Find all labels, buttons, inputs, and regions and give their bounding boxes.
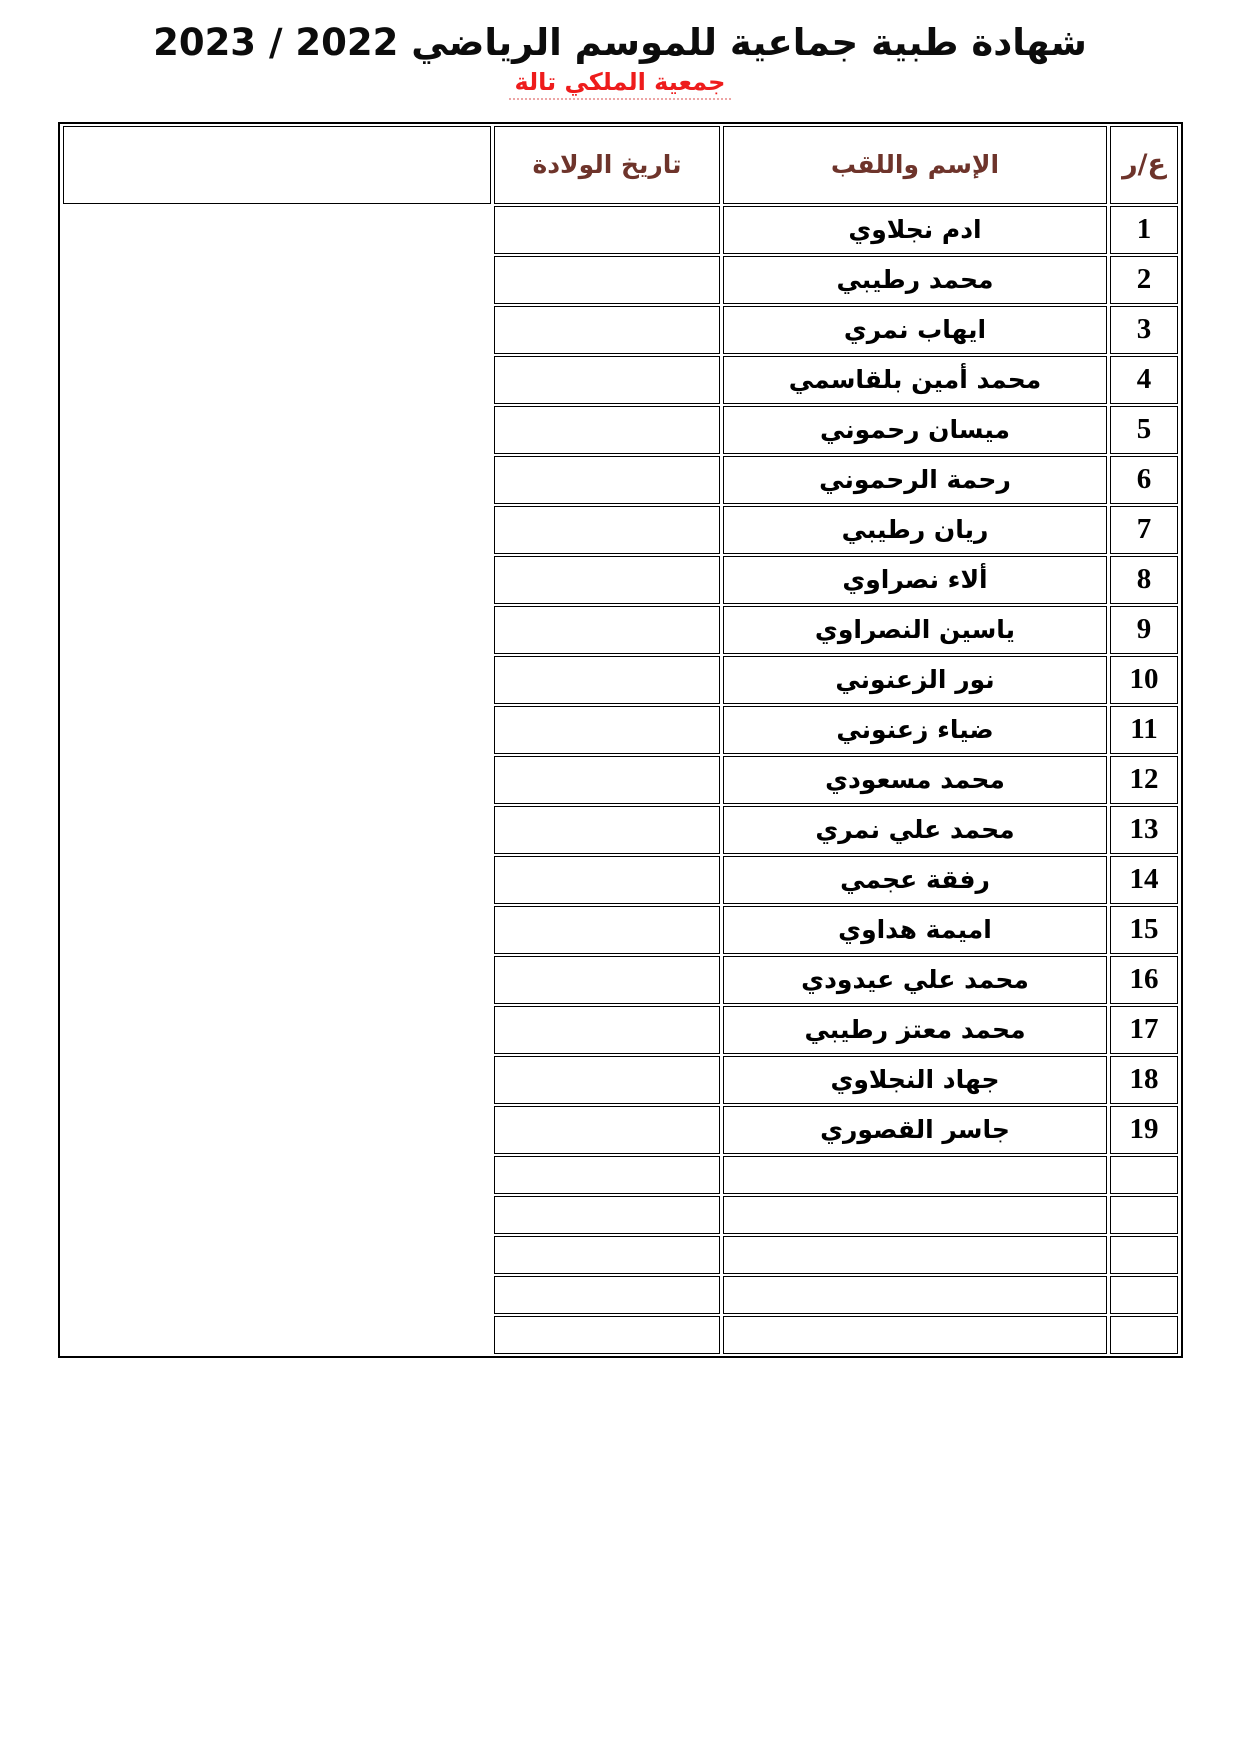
row-number-cell: [1110, 1196, 1178, 1234]
player-name-cell: محمد معتز رطيبي: [723, 1006, 1107, 1054]
birthdate-cell: [494, 1006, 720, 1054]
page-title: شهادة طبية جماعية للموسم الرياضي 2022 / 2023: [153, 21, 1087, 64]
player-row: [63, 656, 1178, 704]
row-number-cell: 8: [1110, 556, 1178, 604]
row-number-cell: 13: [1110, 806, 1178, 854]
birthdate-cell: [494, 1196, 720, 1234]
column-header-name: الإسم واللقب: [723, 126, 1107, 204]
player-row: [63, 1106, 1178, 1154]
row-number-cell: [1110, 1236, 1178, 1274]
row-number-cell: 17: [1110, 1006, 1178, 1054]
row-number-cell: 1: [1110, 206, 1178, 254]
player-row: [63, 406, 1178, 454]
player-row: [63, 206, 1178, 254]
row-number-cell: 3: [1110, 306, 1178, 354]
player-row: [63, 1006, 1178, 1054]
row-number-cell: 15: [1110, 906, 1178, 954]
row-number-cell: 11: [1110, 706, 1178, 754]
row-number-cell: 7: [1110, 506, 1178, 554]
row-number-cell: 5: [1110, 406, 1178, 454]
player-row: [63, 556, 1178, 604]
player-row: [63, 756, 1178, 804]
birthdate-cell: [494, 1156, 720, 1194]
player-row: [63, 256, 1178, 304]
birthdate-cell: [494, 656, 720, 704]
header-row: [63, 126, 1178, 204]
player-name-cell: محمد علي عيدودي: [723, 956, 1107, 1004]
player-name-cell: ادم نجلاوي: [723, 206, 1107, 254]
player-name-cell: محمد مسعودي: [723, 756, 1107, 804]
player-name-cell: ميسان رحموني: [723, 406, 1107, 454]
player-name-cell: محمد أمين بلقاسمي: [723, 356, 1107, 404]
player-name-cell: رفقة عجمي: [723, 856, 1107, 904]
empty-row: [63, 1156, 1178, 1194]
birthdate-cell: [494, 906, 720, 954]
row-number-cell: 4: [1110, 356, 1178, 404]
player-name-cell: جهاد النجلاوي: [723, 1056, 1107, 1104]
empty-row: [63, 1276, 1178, 1314]
player-name-cell: [723, 1316, 1107, 1354]
row-number-cell: 12: [1110, 756, 1178, 804]
player-name-cell: ضياء زعنوني: [723, 706, 1107, 754]
birthdate-cell: [494, 756, 720, 804]
player-name-cell: ريان رطيبي: [723, 506, 1107, 554]
empty-row: [63, 1316, 1178, 1354]
player-name-cell: [723, 1156, 1107, 1194]
player-row: [63, 1056, 1178, 1104]
birthdate-cell: [494, 1236, 720, 1274]
player-row: [63, 506, 1178, 554]
row-number-cell: [1110, 1156, 1178, 1194]
doctor-signature-cell: [63, 126, 491, 204]
player-name-cell: [723, 1196, 1107, 1234]
birthdate-cell: [494, 506, 720, 554]
row-number-cell: [1110, 1316, 1178, 1354]
birthdate-cell: [494, 806, 720, 854]
column-header-number: ع/ر: [1110, 126, 1178, 204]
row-number-cell: 19: [1110, 1106, 1178, 1154]
birthdate-cell: [494, 556, 720, 604]
birthdate-cell: [494, 1316, 720, 1354]
player-row: [63, 456, 1178, 504]
birthdate-cell: [494, 456, 720, 504]
player-name-cell: ياسين النصراوي: [723, 606, 1107, 654]
player-row: [63, 356, 1178, 404]
row-number-cell: 18: [1110, 1056, 1178, 1104]
player-row: [63, 606, 1178, 654]
birthdate-cell: [494, 1056, 720, 1104]
row-number-cell: [1110, 1276, 1178, 1314]
player-name-cell: جاسر القصوري: [723, 1106, 1107, 1154]
birthdate-cell: [494, 406, 720, 454]
player-row: [63, 806, 1178, 854]
birthdate-cell: [494, 956, 720, 1004]
row-number-cell: 16: [1110, 956, 1178, 1004]
player-name-cell: محمد علي نمري: [723, 806, 1107, 854]
player-name-cell: ايهاب نمري: [723, 306, 1107, 354]
row-number-cell: 9: [1110, 606, 1178, 654]
birthdate-cell: [494, 606, 720, 654]
row-number-cell: 14: [1110, 856, 1178, 904]
club-name-subtitle: جمعية الملكي تالة: [509, 69, 732, 100]
row-number-cell: 6: [1110, 456, 1178, 504]
birthdate-cell: [494, 356, 720, 404]
birthdate-cell: [494, 706, 720, 754]
player-row: [63, 706, 1178, 754]
player-row: [63, 306, 1178, 354]
player-row: [63, 906, 1178, 954]
birthdate-cell: [494, 256, 720, 304]
column-header-birthdate: تاريخ الولادة: [494, 126, 720, 204]
player-row: [63, 856, 1178, 904]
row-number-cell: 2: [1110, 256, 1178, 304]
player-name-cell: محمد رطيبي: [723, 256, 1107, 304]
player-name-cell: نور الزعنوني: [723, 656, 1107, 704]
player-name-cell: [723, 1236, 1107, 1274]
empty-row: [63, 1196, 1178, 1234]
player-name-cell: رحمة الرحموني: [723, 456, 1107, 504]
birthdate-cell: [494, 306, 720, 354]
player-row: [63, 956, 1178, 1004]
player-name-cell: اميمة هداوي: [723, 906, 1107, 954]
empty-row: [63, 1236, 1178, 1274]
subtitle-wrap: [0, 69, 1240, 100]
row-number-cell: 10: [1110, 656, 1178, 704]
player-name-cell: ألاء نصراوي: [723, 556, 1107, 604]
players-roster-table: [58, 122, 1183, 1358]
birthdate-cell: [494, 1106, 720, 1154]
birthdate-cell: [494, 206, 720, 254]
birthdate-cell: [494, 856, 720, 904]
birthdate-cell: [494, 1276, 720, 1314]
player-name-cell: [723, 1276, 1107, 1314]
